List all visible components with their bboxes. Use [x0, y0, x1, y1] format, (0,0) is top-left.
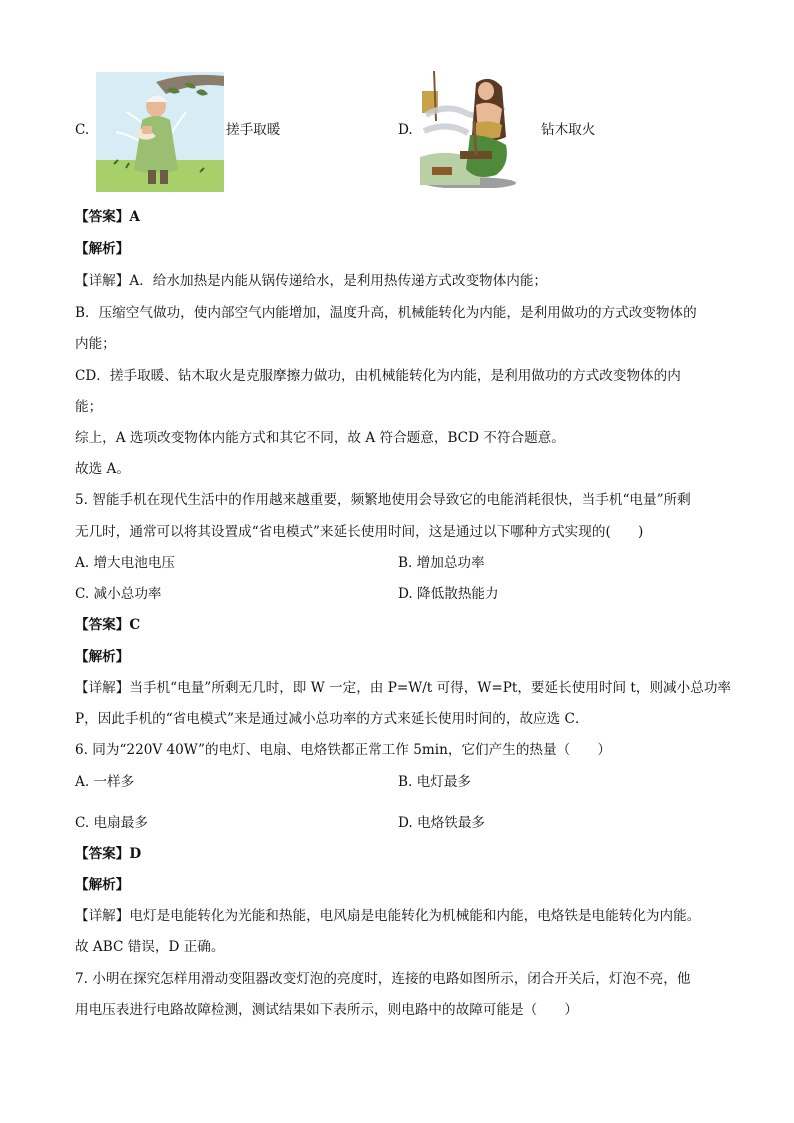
q5-option-a: A. 增大电池电压 — [75, 555, 176, 571]
q5-analysis: 【解析】 — [75, 649, 130, 665]
q6-option-c: C. 电扇最多 — [75, 815, 148, 831]
q5-detail-2: P，因此手机的“省电模式”来是通过减小总功率的方式来延长使用时间的，故应选 C． — [75, 711, 589, 727]
q7-stem-2: 用电压表进行电路故障检测，测试结果如下表所示，则电路中的故障可能是（ ） — [75, 1002, 578, 1018]
q6-detail-1: 【详解】电灯是电能转化为光能和热能，电风扇是电能转化为机械能和内能，电烙铁是电能转化为内能。 — [75, 908, 701, 924]
q4-detail-5: 能； — [75, 399, 103, 415]
q5-option-b: B. 增加总功率 — [398, 555, 485, 571]
q4-analysis: 【解析】 — [75, 241, 130, 257]
q5-option-d: D. 降低散热能力 — [398, 586, 499, 602]
option-c-caption: 搓手取暖 — [226, 122, 281, 138]
q6-stem: 6. 同为“220V 40W”的电灯、电扇、电烙铁都正常工作 5min，它们产生的热量（ ） — [75, 742, 611, 758]
q4-detail-3: 内能； — [75, 336, 116, 352]
q6-option-a: A. 一样多 — [75, 774, 135, 790]
drilling-fire-illustration — [420, 71, 528, 188]
q6-answer: 【答案】D — [75, 846, 142, 862]
option-d-caption: 钻木取火 — [541, 122, 596, 138]
q6-detail-2: 故 ABC 错误，D 正确。 — [75, 939, 225, 955]
q4-detail-4: CD．搓手取暖、钻木取火是克服摩擦力做功，由机械能转化为内能，是利用做功的方式改变物体的内 — [75, 368, 681, 384]
q7-stem-1: 7. 小明在探究怎样用滑动变阻器改变灯泡的亮度时，连接的电路如图所示，闭合开关后，灯泡不亮，他 — [75, 971, 691, 987]
q5-answer: 【答案】C — [75, 617, 141, 633]
option-d-label: D. — [398, 122, 413, 138]
q4-detail-2: B．压缩空气做功，使内部空气内能增加，温度升高，机械能转化为内能，是利用做功的方式改变物体的 — [75, 305, 697, 321]
q4-answer: 【答案】A — [75, 209, 140, 225]
q5-detail-1: 【详解】当手机“电量”所剩无几时，即 W 一定，由 P=W/t 可得，W=Pt，要延长使用时间 t，则减小总功率 — [75, 680, 732, 696]
q6-option-b: B. 电灯最多 — [398, 774, 472, 790]
q5-option-c: C. 减小总功率 — [75, 586, 162, 602]
q6-option-d: D. 电烙铁最多 — [398, 815, 486, 831]
q4-detail-6: 综上，A 选项改变物体内能方式和其它不同，故 A 符合题意，BCD 不符合题意。 — [75, 430, 565, 446]
q5-stem-2: 无几时，通常可以将其设置成“省电模式”来延长使用时间，这是通过以下哪种方式实现的( ) — [75, 524, 644, 540]
rubbing-hands-illustration — [96, 72, 224, 192]
q4-detail-7: 故选 A。 — [75, 461, 130, 477]
option-c-label: C. — [75, 122, 90, 138]
q6-analysis: 【解析】 — [75, 877, 130, 893]
q4-detail-1: 【详解】A．给水加热是内能从锅传递给水，是利用热传递方式改变物体内能； — [75, 273, 548, 289]
q5-stem-1: 5. 智能手机在现代生活中的作用越来越重要，频繁地使用会导致它的电能消耗很快，当手机“电量”所剩 — [75, 492, 691, 508]
